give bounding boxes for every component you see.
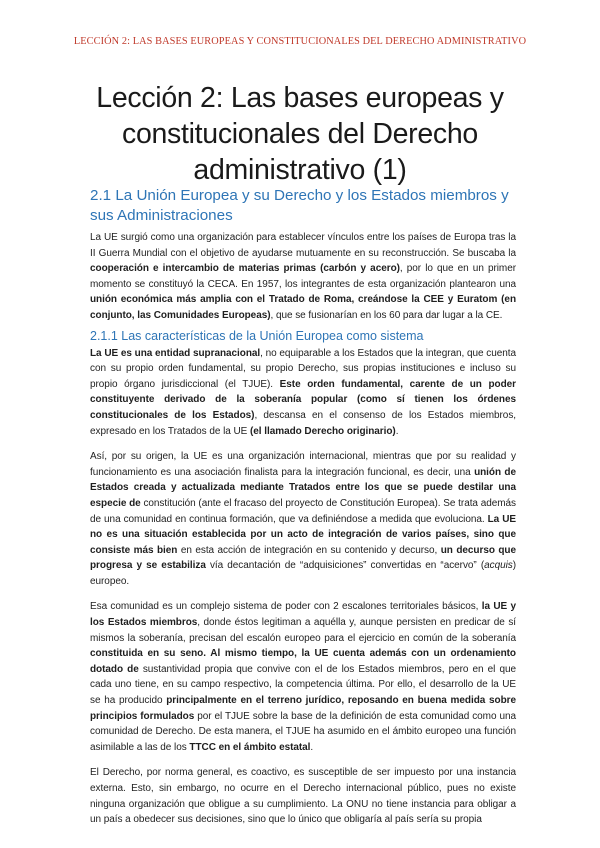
paragraph-organization: Así, por su origen, la UE es una organización internacional, mientras que por su realidad y funcionamiento es una asociación finalista para la integración funcional, es decir, una unión de Estados creada y actualizada mediante Tratados entre los que se puede destilar una especie de constitución (ante el fracaso del proyecto de Constitución Europea). Se trata además de una comunidad en continua formación, que va definiéndose a medida que evoluciona. La UE no es una situación establecida por un acto de integración de varios países, sino que consiste más bien en esta acción de integración en su contenido y decurso, un decurso que progresa y se estabiliza vía decantación de “adquisiciones” convertidas en “acervo” (acquis) europeo. (90, 451, 517, 587)
paragraph-supranational: La UE es una entidad supranacional, no equiparable a los Estados que la integran, que cuenta con su propio orden fundamental, su propio Derecho, sus propias instituciones e incluso su propio órgano jurisdiccional (el TJUE). Este orden fundamental, carente de un poder constituyente derivado de la soberanía popular (como sí tienen los órdenes constitucionales de los Estados), descansa en el consenso de los Estados miembros, expresado en los Tratados de la UE (el llamado Derecho originario). (90, 347, 517, 437)
section-heading-2-1: 2.1 La Unión Europea y su Derecho y los Estados miembros y sus Administraciones (90, 187, 509, 224)
paragraph-power-system: Esa comunidad es un complejo sistema de poder con 2 escalones territoriales básicos, la UE y los Estados miembros, donde éstos legitiman a aquélla y, aunque persisten en predicar de sí mismos la soberanía, precisan del escalón europeo para el ejercicio en común de la soberanía constituida en su seno. Al mismo tiempo, la UE cuenta además con un ordenamiento dotado de sustantividad propia que convive con el de los Estados miembros, pero en el que cada uno tiene, en su campo respectivo, la competencia última. Por ello, el desarrollo de la UE se ha producido principalmente en el terreno jurídico, reposando en buena medida sobre principios formulados por el TJUE sobre la base de la definición de esta comunidad como una comunidad de Derecho. De esta manera, el TJUE ha asumido en el ámbito europeo una función asimilable a las de los TTCC en el ámbito estatal. (90, 601, 517, 753)
paragraph-coercive-law: El Derecho, por norma general, es coactivo, es susceptible de ser impuesto por una instancia externa. Esto, sin embargo, no ocurre en el Derecho internacional público, pues no existe ninguna organización que obligue a su cumplimiento. La ONU no tiene instancia para obligar a un país a obedecer sus decisiones, sino que lo único que obligaría al país sería su propia (90, 767, 516, 826)
document-body (90, 186, 516, 838)
paragraph-origins: La UE surgió como una organización para establecer vínculos entre los países de Europa tras la II Guerra Mundial con el objetivo de ayudarse mutuamente en su reconstrucción. Se buscaba la cooperación e intercambio de materias primas (carbón y acero), por lo que en un primer momento se constituyó la CECA. En 1957, los integrantes de esta organización plantearon una unión económica más amplia con el Tratado de Roma, creándose la CEE y Euratom (en conjunto, las Comunidades Europeas), que se fusionarían en los 60 para dar lugar a la CE. (90, 232, 516, 321)
page-title: Lección 2: Las bases europeas y constitucionales del Derecho administrativo (1) (96, 82, 504, 186)
running-header: LECCIÓN 2: LAS BASES EUROPEAS Y CONSTITUCIONALES DEL DERECHO ADMINISTRATIVO (73, 36, 527, 47)
section-heading-2-1-1: 2.1.1 Las características de la Unión Europea como sistema (90, 328, 424, 343)
